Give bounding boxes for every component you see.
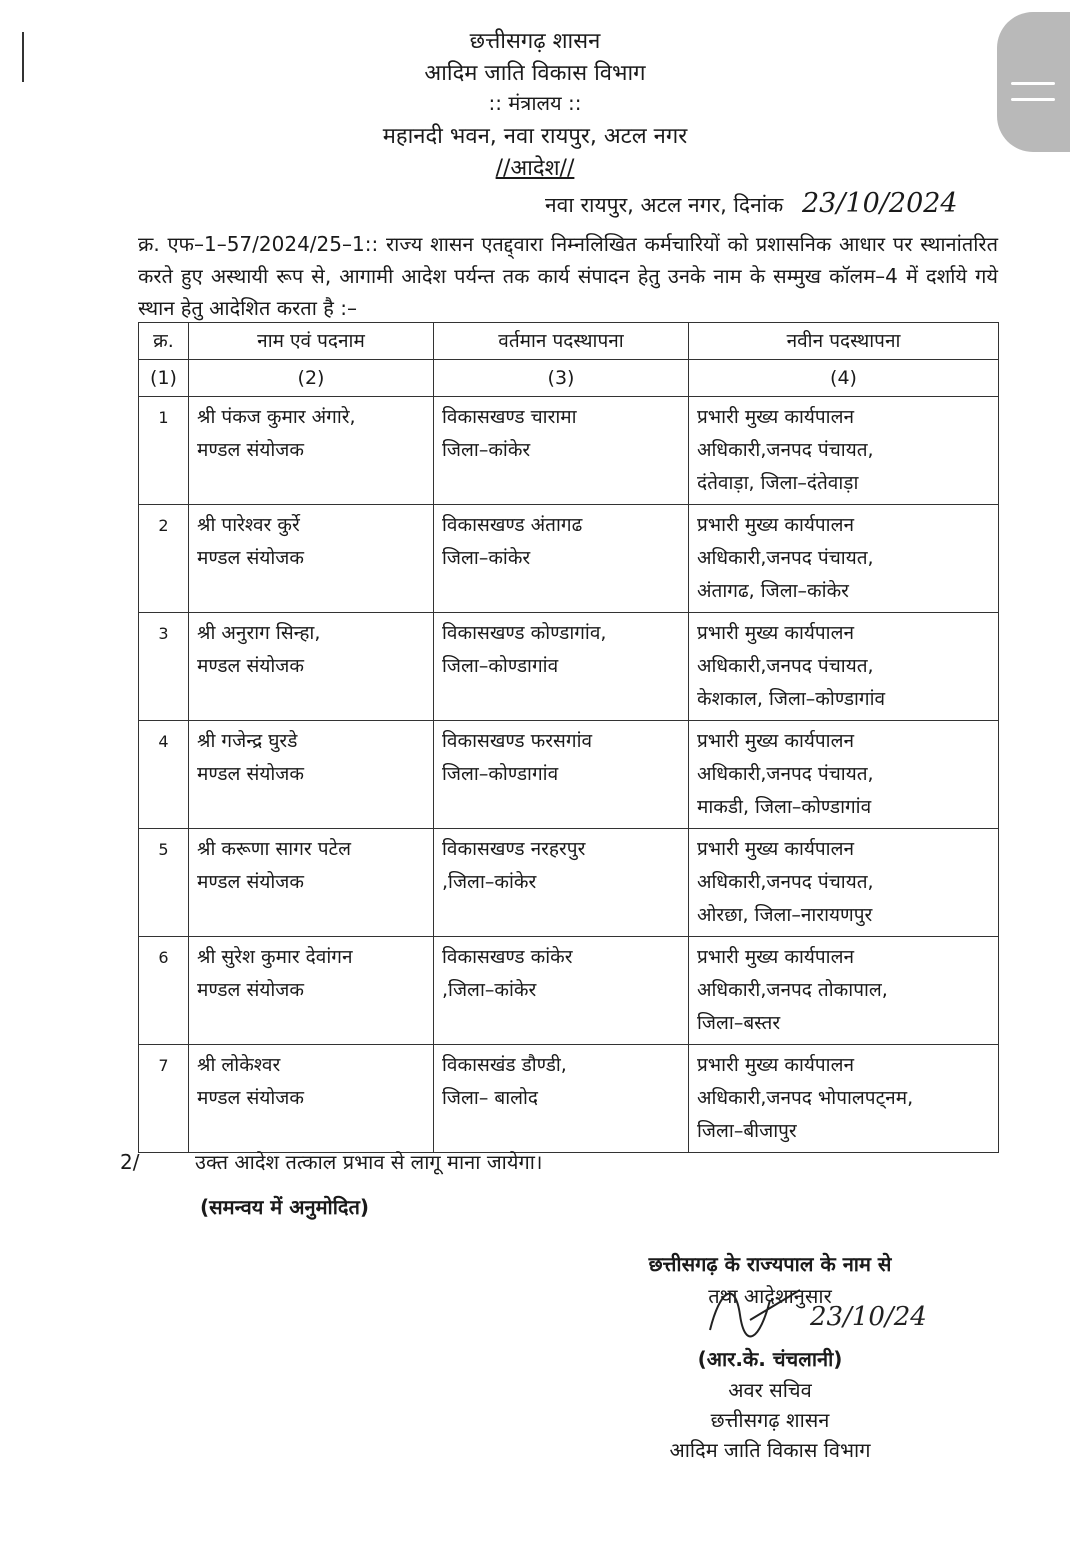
- row-new-posting: [689, 505, 999, 613]
- row-current-posting-line: विकासखण्ड अंतागढ: [442, 514, 583, 536]
- row-new-posting-line: प्रभारी मुख्य कार्यपालन: [697, 514, 855, 536]
- row-current-posting-line: विकासखण्ड फरसगांव: [442, 730, 593, 752]
- row-new-posting-line: अधिकारी,जनपद पंचायत,: [697, 655, 874, 677]
- row-new-posting-line: अधिकारी,जनपद पंचायत,: [697, 871, 874, 893]
- row-name: [189, 397, 434, 505]
- row-serial: 7: [139, 1045, 189, 1153]
- header-department: आदिम जाति विकास विभाग: [424, 61, 646, 86]
- para-text: उक्त आदेश तत्काल प्रभाव से लागू माना जायेगा।: [195, 1150, 543, 1174]
- header-name: नाम एवं पदनाम: [189, 323, 434, 360]
- row-new-posting-line: प्रभारी मुख्य कार्यपालन: [697, 730, 855, 752]
- row-name: [189, 613, 434, 721]
- row-name-line: श्री अनुराग सिन्हा,: [197, 622, 321, 644]
- date-prefix: नवा रायपुर, अटल नगर, दिनांक: [545, 193, 784, 217]
- row-name-line: श्री करूणा सागर पटेल: [197, 838, 351, 860]
- row-current-posting: [434, 937, 689, 1045]
- col-number: (4): [689, 360, 999, 397]
- row-current-posting: [434, 721, 689, 829]
- handwritten-signature: [690, 1270, 950, 1350]
- row-current-posting-line: विकासखण्ड कोण्डागांव,: [442, 622, 607, 644]
- row-current-posting: [434, 505, 689, 613]
- header-ministry: :: मंत्रालय ::: [488, 91, 582, 115]
- row-name: [189, 721, 434, 829]
- row-new-posting-line: केशकाल, जिला–कोण्डागांव: [697, 688, 886, 710]
- row-new-posting-line: अंतागढ, जिला–कांकेर: [697, 580, 849, 602]
- row-name: [189, 829, 434, 937]
- row-current-posting-line: जिला–कोण्डागांव: [442, 655, 559, 677]
- row-serial: 4: [139, 721, 189, 829]
- signatory-authority: छत्तीसगढ़ के राज्यपाल के नाम से: [648, 1252, 892, 1276]
- row-new-posting-line: प्रभारी मुख्य कार्यपालन: [697, 838, 855, 860]
- officer-government: छत्तीसगढ़ शासन: [710, 1408, 830, 1432]
- row-new-posting: [689, 937, 999, 1045]
- table-row: [139, 397, 999, 505]
- row-current-posting-line: जिला–कांकेर: [442, 547, 531, 569]
- row-current-posting-line: ,जिला–कांकेर: [442, 871, 537, 893]
- row-name: [189, 505, 434, 613]
- row-new-posting-line: जिला–बस्तर: [697, 1012, 781, 1034]
- row-new-posting: [689, 721, 999, 829]
- row-current-posting: [434, 613, 689, 721]
- row-current-posting-line: ,जिला–कांकेर: [442, 979, 537, 1001]
- row-new-posting-line: अधिकारी,जनपद भोपालपट्नम,: [697, 1087, 914, 1109]
- row-name: [189, 937, 434, 1045]
- row-name-line: मण्डल संयोजक: [197, 979, 304, 1001]
- row-serial: 6: [139, 937, 189, 1045]
- header-new-posting: नवीन पदस्थापना: [689, 323, 999, 360]
- row-name-line: श्री सुरेश कुमार देवांगन: [197, 946, 353, 968]
- row-current-posting-line: जिला–कोण्डागांव: [442, 763, 559, 785]
- officer-designation: अवर सचिव: [728, 1378, 812, 1402]
- row-new-posting-line: माकडी, जिला–कोण्डागांव: [697, 796, 872, 818]
- header-sn: क्र.: [139, 323, 189, 360]
- row-new-posting-line: प्रभारी मुख्य कार्यपालन: [697, 622, 855, 644]
- transfer-table: [138, 322, 999, 1153]
- row-new-posting: [689, 613, 999, 721]
- row-serial: 2: [139, 505, 189, 613]
- col-number: (3): [434, 360, 689, 397]
- row-name-line: मण्डल संयोजक: [197, 871, 304, 893]
- row-current-posting-line: विकासखण्ड नरहरपुर: [442, 838, 586, 860]
- header-current-posting: वर्तमान पदस्थापना: [434, 323, 689, 360]
- row-name-line: मण्डल संयोजक: [197, 439, 304, 461]
- table-row: [139, 505, 999, 613]
- header-government: छत्तीसगढ़ शासन: [469, 29, 601, 54]
- row-new-posting-line: अधिकारी,जनपद पंचायत,: [697, 439, 874, 461]
- table-row: [139, 1045, 999, 1153]
- row-new-posting: [689, 397, 999, 505]
- row-serial: 3: [139, 613, 189, 721]
- para-number: 2/: [120, 1150, 140, 1174]
- table-column-number-row: [139, 360, 999, 397]
- table-row: [139, 613, 999, 721]
- row-new-posting-line: प्रभारी मुख्य कार्यपालन: [697, 946, 855, 968]
- order-intro-paragraph: क्र. एफ–1–57/2024/25–1:: राज्य शासन एतद्द्वारा निम्नलिखित कर्मचारियों को प्रशासनिक आधार पर स्थानांतरित करते हुए अस्थायी रूप से, आगामी आदेश पर्यन्त तक कार्य संपादन हेतु उनके नाम के सम्मुख कॉलम–4 में दर्शाये गये स्थान हेतु आदेशित करता है :–: [138, 232, 998, 320]
- table-row: [139, 829, 999, 937]
- col-number: (2): [189, 360, 434, 397]
- row-current-posting-line: जिला–कांकेर: [442, 439, 531, 461]
- date-value: 23/10/2024: [801, 188, 958, 219]
- para-2: [120, 1148, 542, 1175]
- row-new-posting-line: प्रभारी मुख्य कार्यपालन: [697, 1054, 855, 1076]
- date-line: [545, 188, 958, 219]
- row-name-line: श्री पंकज कुमार अंगारे,: [197, 406, 356, 428]
- signature-date: 23/10/24: [810, 1302, 927, 1332]
- signatory-order-line: तथा आदेशानुसार: [708, 1284, 832, 1308]
- row-current-posting-line: विकासखण्ड कांकेर: [442, 946, 573, 968]
- header-address: महानदी भवन, नवा रायपुर, अटल नगर: [382, 124, 688, 149]
- row-new-posting-line: जिला–बीजापुर: [697, 1120, 797, 1142]
- row-current-posting-line: विकासखंड डौण्डी,: [442, 1054, 567, 1076]
- row-current-posting: [434, 1045, 689, 1153]
- row-name-line: मण्डल संयोजक: [197, 1087, 304, 1109]
- row-current-posting-line: जिला– बालोद: [442, 1087, 539, 1109]
- row-name-line: श्री लोकेश्वर: [197, 1054, 281, 1076]
- officer-department: आदिम जाति विकास विभाग: [669, 1438, 871, 1462]
- row-new-posting-line: अधिकारी,जनपद पंचायत,: [697, 547, 874, 569]
- row-current-posting: [434, 829, 689, 937]
- row-name-line: मण्डल संयोजक: [197, 655, 304, 677]
- row-current-posting: [434, 397, 689, 505]
- row-new-posting-line: अधिकारी,जनपद पंचायत,: [697, 763, 874, 785]
- row-new-posting-line: दंतेवाड़ा, जिला–दंतेवाड़ा: [697, 472, 859, 494]
- row-serial: 1: [139, 397, 189, 505]
- row-serial: 5: [139, 829, 189, 937]
- row-name: [189, 1045, 434, 1153]
- row-new-posting-line: अधिकारी,जनपद तोकापाल,: [697, 979, 888, 1001]
- table-header-row: [139, 323, 999, 360]
- table-row: [139, 721, 999, 829]
- approval-note: (समन्वय में अनुमोदित): [200, 1195, 370, 1219]
- row-new-posting: [689, 829, 999, 937]
- row-name-line: मण्डल संयोजक: [197, 547, 304, 569]
- row-name-line: श्री गजेन्द्र घुरडे: [197, 730, 298, 752]
- row-new-posting-line: प्रभारी मुख्य कार्यपालन: [697, 406, 855, 428]
- officer-name: (आर.के. चंचलानी): [697, 1347, 843, 1371]
- row-name-line: श्री पारेश्वर कुर्रे: [197, 514, 300, 536]
- row-name-line: मण्डल संयोजक: [197, 763, 304, 785]
- row-new-posting-line: ओरछा, जिला–नारायणपुर: [697, 904, 873, 926]
- table-row: [139, 937, 999, 1045]
- row-current-posting-line: विकासखण्ड चारामा: [442, 406, 577, 428]
- col-number: (1): [139, 360, 189, 397]
- row-new-posting: [689, 1045, 999, 1153]
- header-order-title: //आदेश//: [495, 156, 575, 181]
